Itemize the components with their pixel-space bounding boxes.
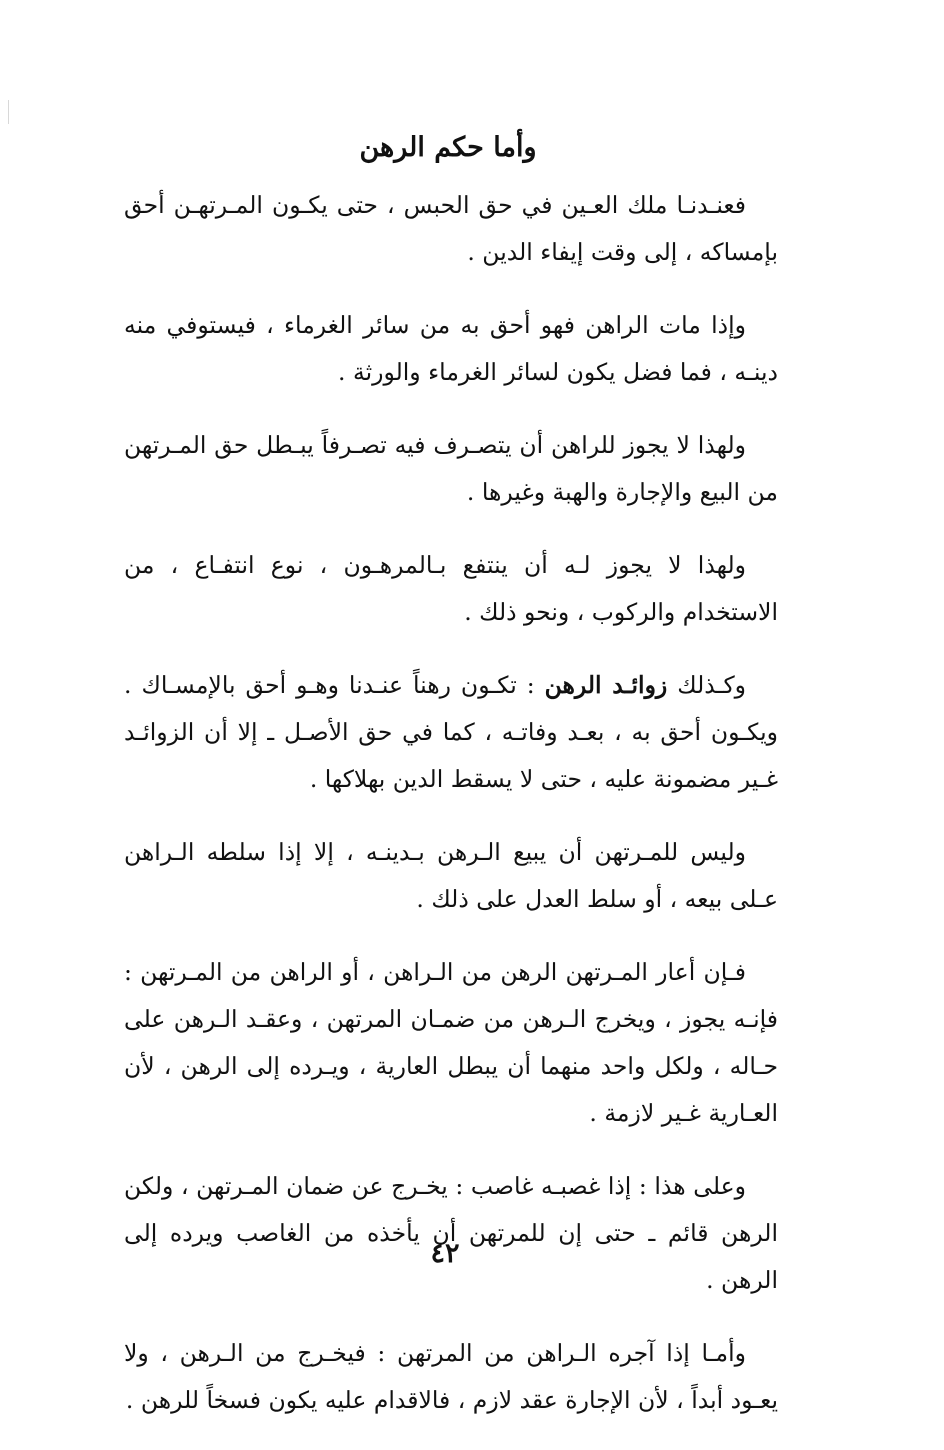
paragraph-9: وأمـا إذا آجره الـراهن من المرتهن : فيخـرج من الـرهن ، ولا يعـود أبداً ، لأن الإجارة عقد لازم ، فالاقدام عليه يكون فسخاً للرهن . — [124, 1339, 778, 1414]
paragraph-5 — [124, 662, 778, 803]
paragraph-5-lead: وكـذلك — [667, 671, 746, 699]
paragraph-2: وإذا مات الراهن فهو أحق به من سائر الغرماء ، فيستوفي منه دينـه ، فما فضل يكون لسائر الغرماء والورثة . — [124, 311, 778, 386]
section-heading: وأما حكم الرهن — [359, 132, 537, 163]
paragraph-6: وليس للمـرتهن أن يبيع الـرهن بـدينـه ، إلا إذا سلطه الـراهن عـلى بيعه ، أو سلط العدل على ذلك . — [124, 838, 778, 913]
paragraph-7: فـإن أعار المـرتهن الرهن من الـراهن ، أو الراهن من المـرتهن : فإنـه يجوز ، ويخرج الـرهن من ضمـان المرتهن ، وعقـد الـرهن على حـاله ، ولكل واحد منهما أن يبطل العارية ، ويـرده إلى الرهن ، لأن العـارية غـير لازمة . — [124, 958, 778, 1127]
scan-margin-mark — [8, 100, 9, 124]
page-number: ٤٢ — [430, 1238, 460, 1269]
paragraph-8: وعلى هذا : إذا غصبـه غاصب : يخـرج عن ضمان المـرتهن ، ولكن الرهن قائم ـ حتى إن للمرتهن أن يأخذه من الغاصب ويرده إلى الرهن . — [124, 1172, 778, 1294]
paragraph-4: ولهذا لا يجوز لـه أن ينتفع بـالمرهـون ، نوع انتفـاع ، من الاستخدام والركوب ، ونحو ذلك . — [124, 551, 778, 626]
paragraph-3: ولهذا لا يجوز للراهن أن يتصـرف فيه تصـرفاً يبـطل حق المـرتهن من البيع والإجارة والهبة وغيرها . — [124, 431, 778, 506]
paragraph-5-rest: : تكـون رهناً عنـدنا وهـو أحق بالإمسـاك . ويكـون أحق به ، بعـد وفاتـه ، كما في حق الأصـل ـ إلا أن الزوائـد غـير مضمونة عليه ، حتى لا يسقط الدين بهلاكها . — [124, 671, 778, 793]
paragraph-1: فعنـدنـا ملك العـين في حق الحبس ، حتى يكـون المـرتهـن أحق بإمساكه ، إلى وقت إيفاء الدين . — [124, 191, 778, 266]
paragraph-5-bold-term: زوائـد الرهن — [544, 671, 668, 699]
